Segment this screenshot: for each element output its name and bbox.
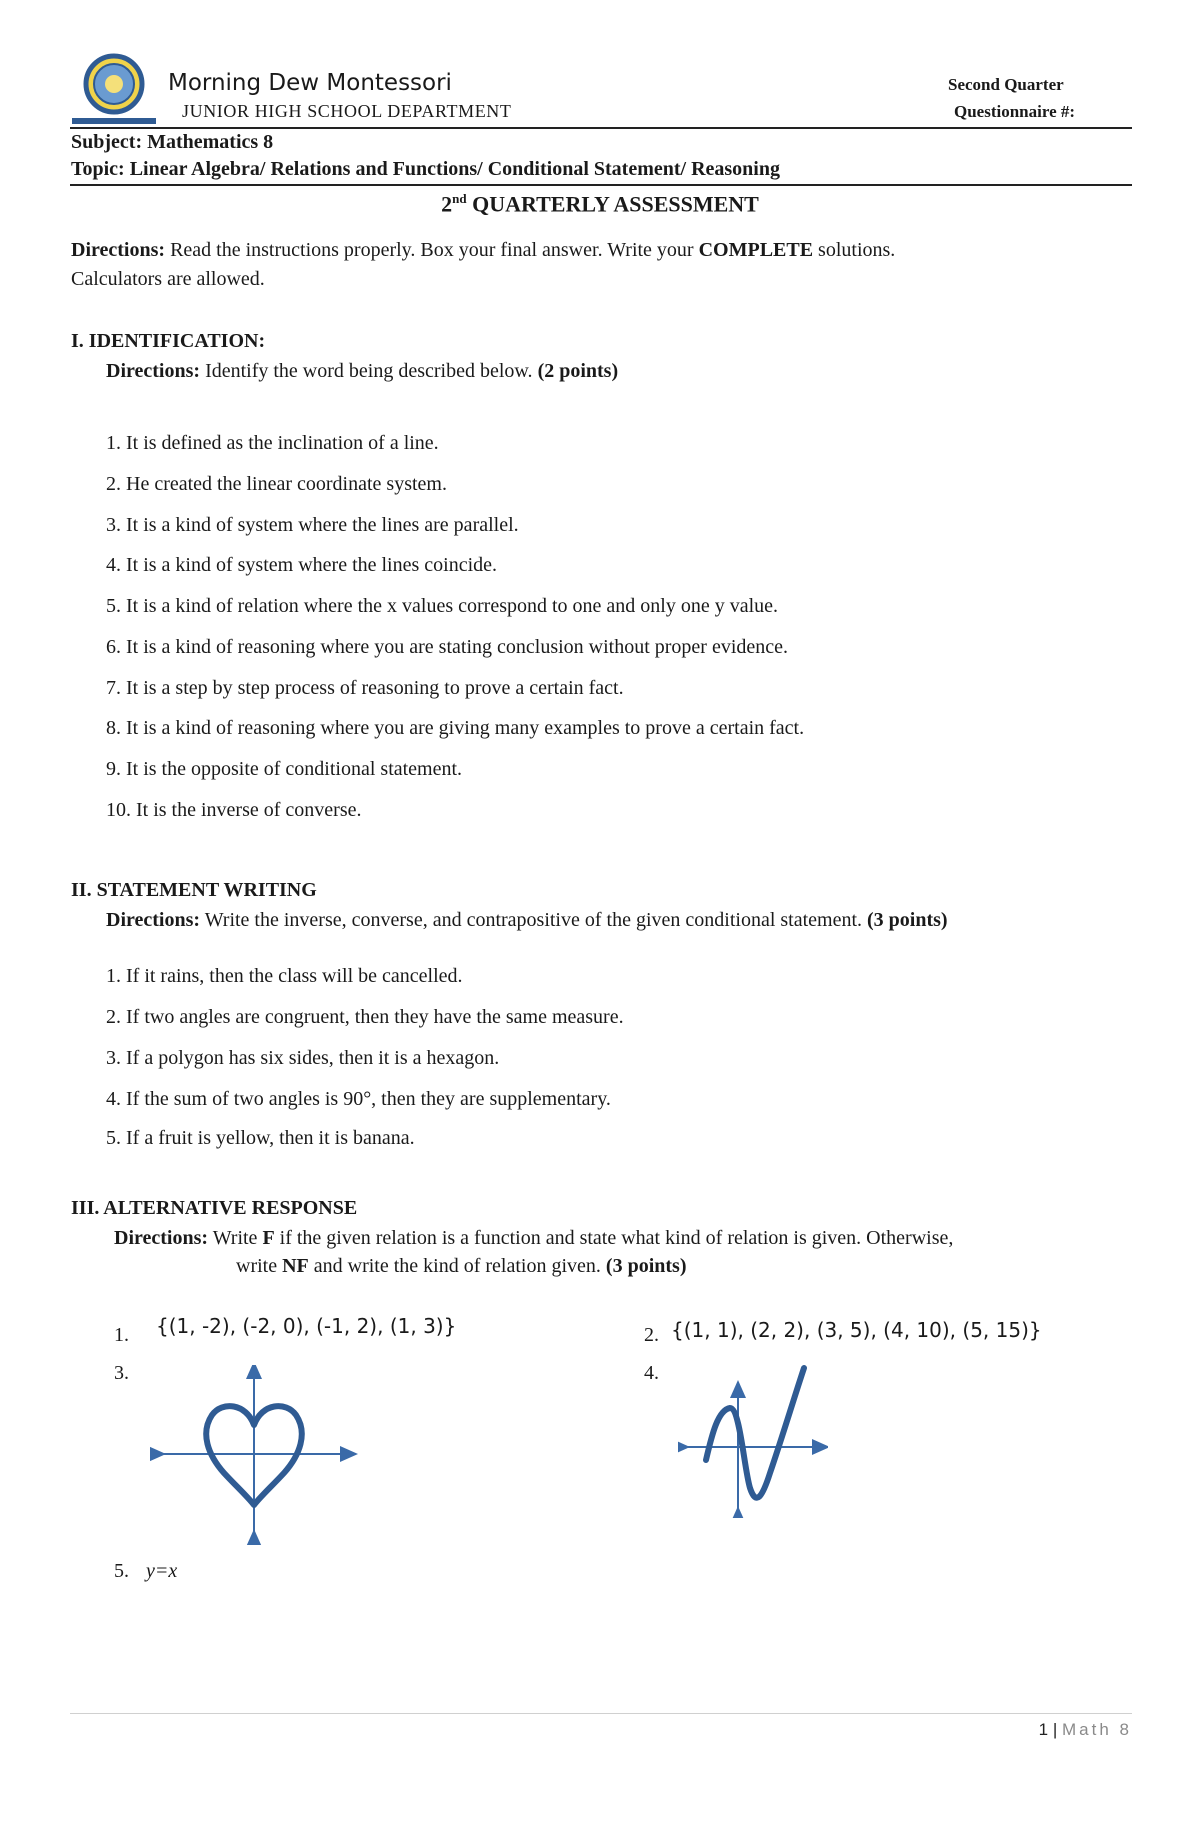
identification-item: 9. It is the opposite of conditional statement. bbox=[106, 758, 463, 780]
statement-item: 5. If a fruit is yellow, then it is banana. bbox=[106, 1127, 415, 1149]
department-name: JUNIOR HIGH SCHOOL DEPARTMENT bbox=[182, 101, 512, 121]
questionnaire-label: Questionnaire #: bbox=[954, 102, 1076, 121]
section-identification-heading: I. IDENTIFICATION: bbox=[71, 330, 266, 352]
statement-item: 1. If it rains, then the class will be cancelled. bbox=[106, 965, 463, 987]
header-divider bbox=[70, 127, 1132, 129]
subject-line: Subject: Mathematics 8 bbox=[71, 131, 274, 153]
page-title: 2nd QUARTERLY ASSESSMENT bbox=[441, 191, 759, 217]
school-name: Morning Dew Montessori bbox=[168, 70, 452, 96]
footer-divider bbox=[70, 1713, 1132, 1714]
section-identification-directions: Directions: Identify the word being described below. (2 points) bbox=[106, 360, 619, 382]
relation-5-number: 5. bbox=[114, 1560, 129, 1582]
identification-item: 5. It is a kind of relation where the x values correspond to one and only one y value. bbox=[106, 595, 779, 617]
identification-item: 1. It is defined as the inclination of a line. bbox=[106, 432, 439, 454]
quarter-label: Second Quarter bbox=[948, 75, 1064, 94]
cubic-curve bbox=[706, 1368, 804, 1498]
section-statement-writing-directions: Directions: Write the inverse, converse, and contrapositive of the given conditional statement. (3 points) bbox=[106, 909, 948, 931]
statement-item: 2. If two angles are congruent, then they have the same measure. bbox=[106, 1006, 624, 1028]
relation-1-number: 1. bbox=[114, 1324, 129, 1346]
statement-item: 4. If the sum of two angles is 90°, then they are supplementary. bbox=[106, 1088, 611, 1110]
identification-item: 3. It is a kind of system where the lines are parallel. bbox=[106, 514, 519, 536]
topic-divider bbox=[70, 184, 1132, 186]
page-footer: 1 | Math 8 bbox=[1038, 1720, 1132, 1739]
relation-4-number: 4. bbox=[644, 1362, 659, 1384]
section-statement-writing-heading: II. STATEMENT WRITING bbox=[71, 879, 317, 901]
identification-item: 2. He created the linear coordinate system. bbox=[106, 473, 447, 495]
statement-item: 3. If a polygon has six sides, then it is a hexagon. bbox=[106, 1047, 500, 1069]
section-alternative-response-directions-line2: write NF and write the kind of relation given. (3 points) bbox=[236, 1255, 687, 1277]
relation-2-number: 2. bbox=[644, 1324, 659, 1346]
topic-line: Topic: Linear Algebra/ Relations and Functions/ Conditional Statement/ Reasoning bbox=[71, 158, 780, 180]
identification-item: 10. It is the inverse of converse. bbox=[106, 799, 362, 821]
relation-2-set: {(1, 1), (2, 2), (3, 5), (4, 10), (5, 15)} bbox=[671, 1318, 1042, 1342]
identification-item: 6. It is a kind of reasoning where you are stating conclusion without proper evidence. bbox=[106, 636, 789, 658]
curve-graph bbox=[678, 1358, 828, 1518]
heart-graph bbox=[150, 1365, 360, 1545]
relation-3-number: 3. bbox=[114, 1362, 129, 1384]
school-logo bbox=[72, 52, 156, 126]
general-directions-line2: Calculators are allowed. bbox=[71, 268, 265, 290]
section-alternative-response-heading: III. ALTERNATIVE RESPONSE bbox=[71, 1197, 358, 1219]
section-alternative-response-directions: Directions: Write F if the given relation is a function and state what kind of relation is given. Otherwise, bbox=[114, 1227, 954, 1249]
relation-5-equation: y=x bbox=[146, 1560, 178, 1582]
general-directions: Directions: Read the instructions properly. Box your final answer. Write your COMPLETE solutions. bbox=[71, 239, 896, 261]
identification-item: 8. It is a kind of reasoning where you are giving many examples to prove a certain fact. bbox=[106, 717, 805, 739]
identification-item: 4. It is a kind of system where the lines coincide. bbox=[106, 554, 498, 576]
identification-item: 7. It is a step by step process of reasoning to prove a certain fact. bbox=[106, 677, 624, 699]
relation-1-set: {(1, -2), (-2, 0), (-1, 2), (1, 3)} bbox=[156, 1314, 457, 1338]
